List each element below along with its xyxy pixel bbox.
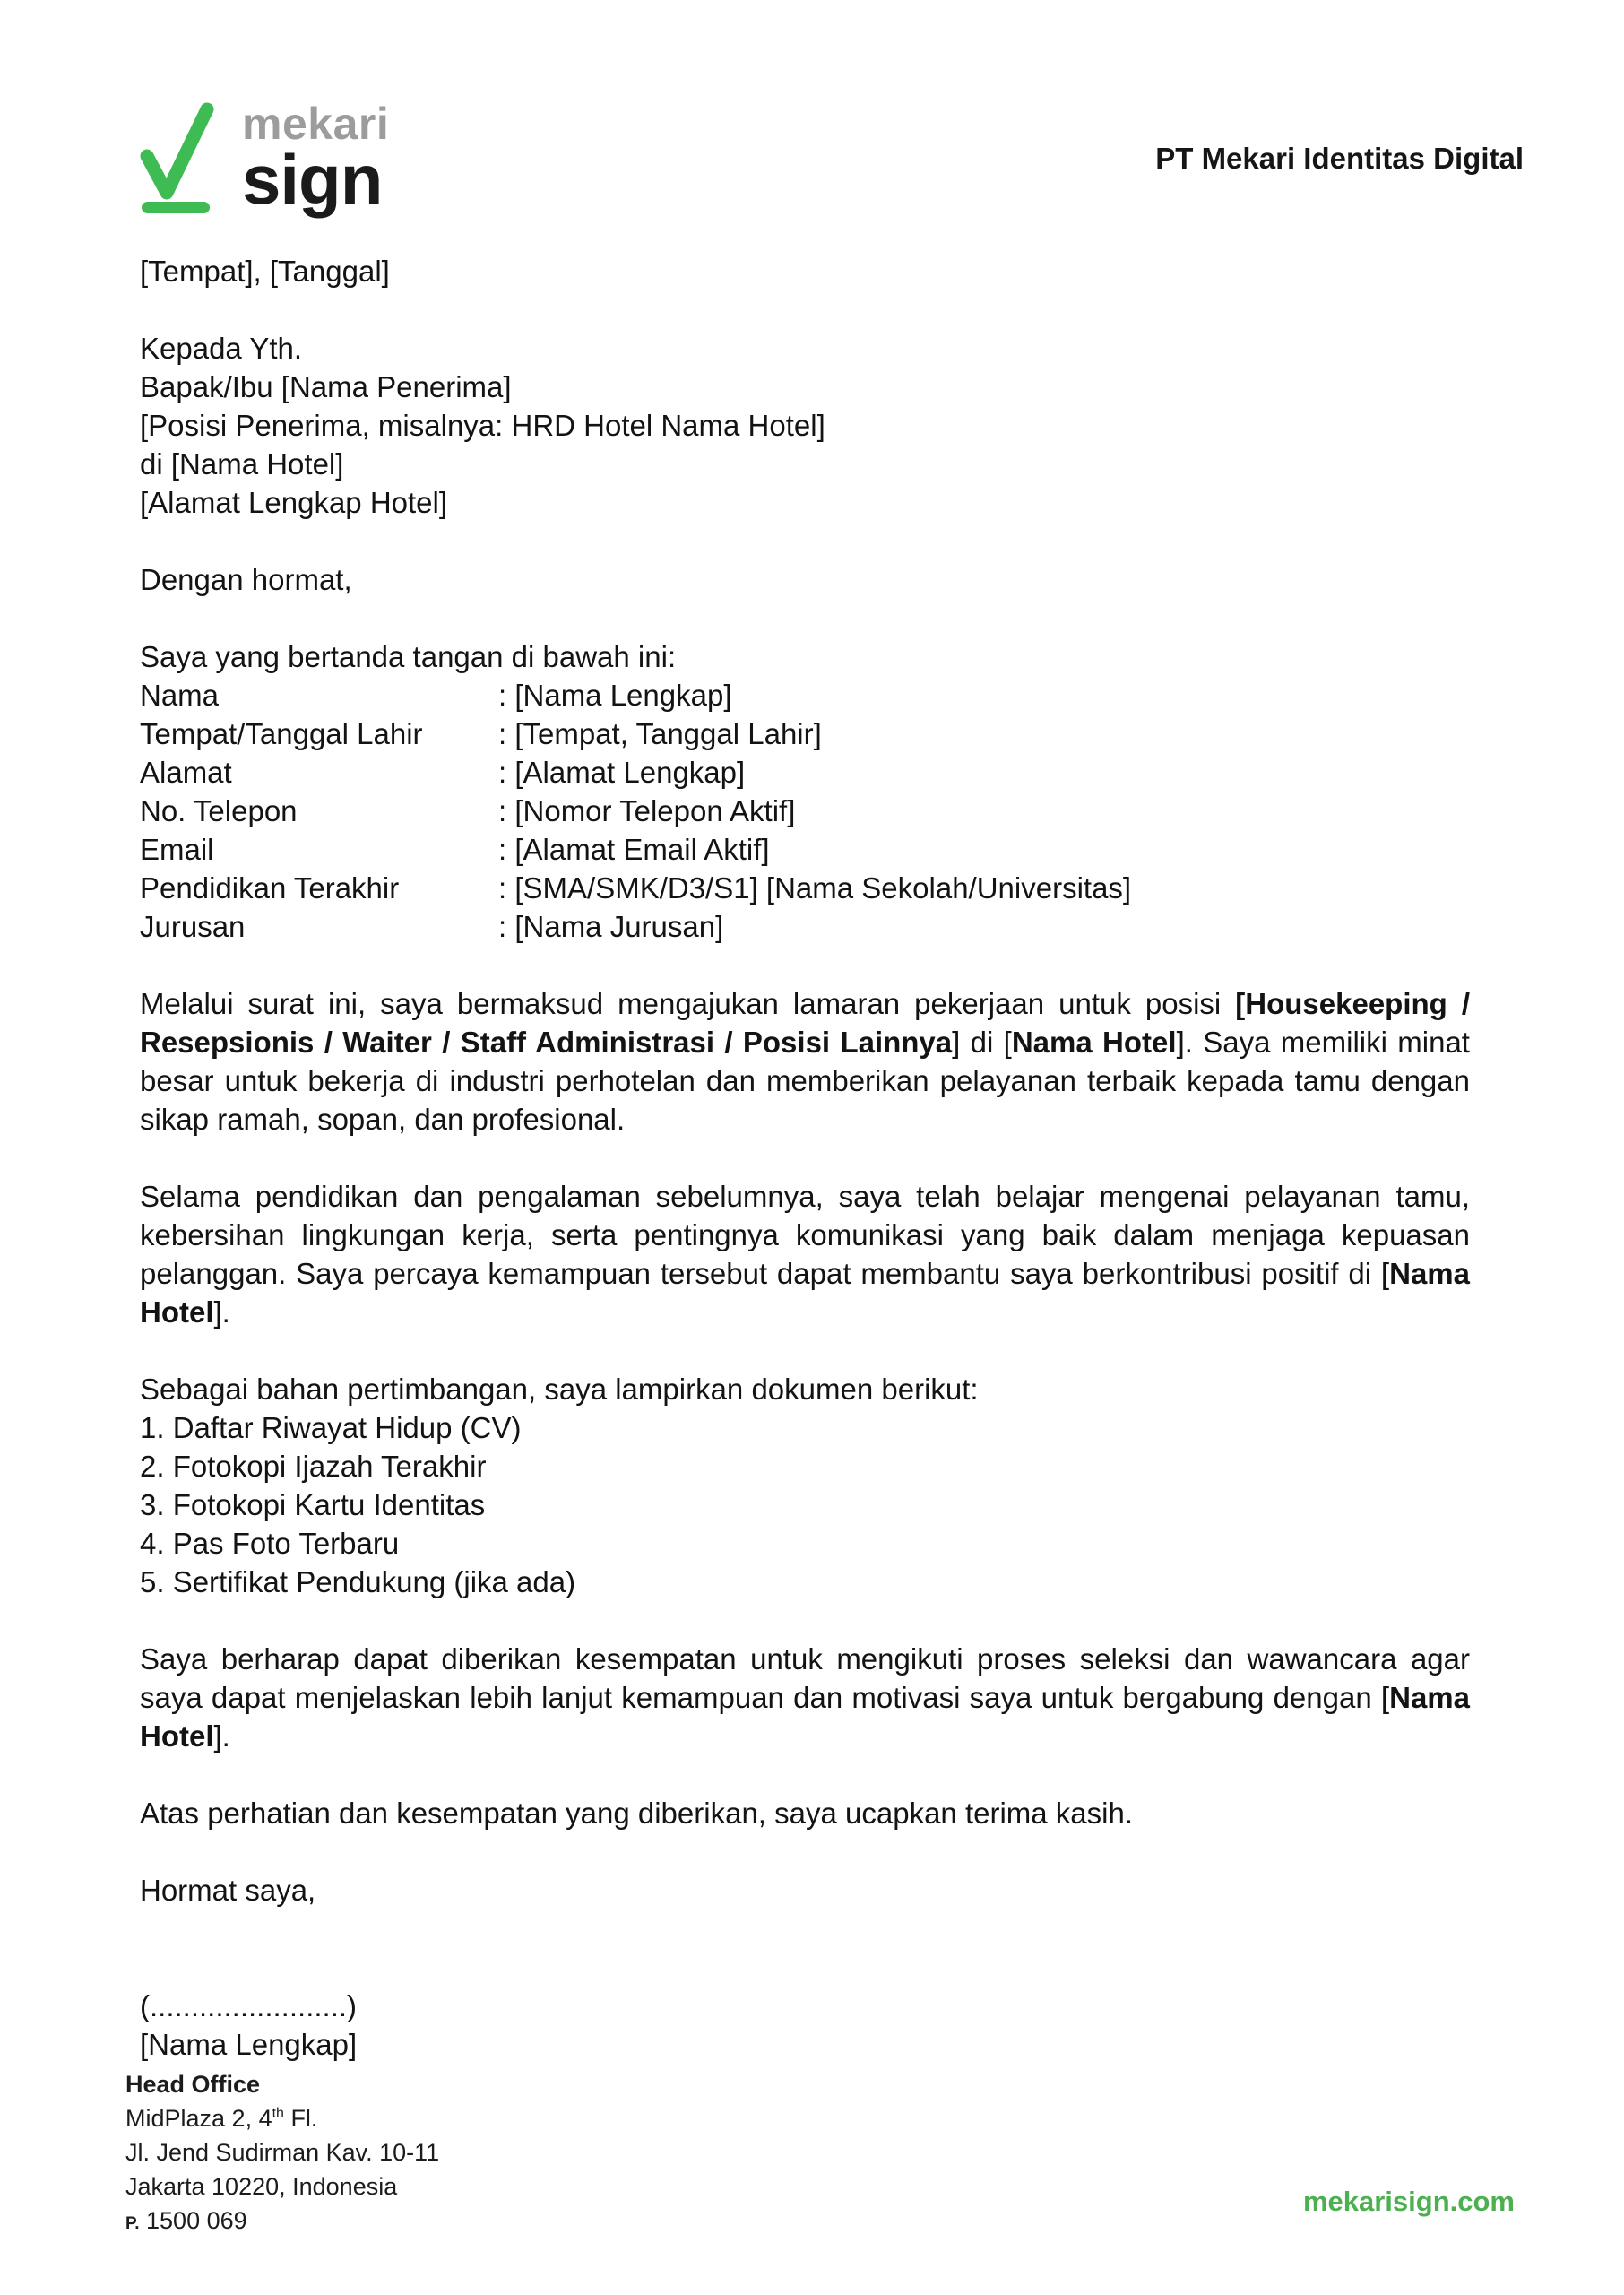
website-link[interactable]: mekarisign.com	[1302, 2186, 1515, 2217]
logo-wordmark	[242, 99, 390, 219]
field-colon: :	[498, 679, 515, 712]
attachment-item: 2. Fotokopi Ijazah Terakhir	[140, 1450, 487, 1483]
field-label: Tempat/Tanggal Lahir	[140, 717, 423, 750]
field-colon: :	[498, 794, 515, 827]
field-label: Email	[140, 833, 214, 866]
attachments-intro: Sebagai bahan pertimbangan, saya lampirkan dokumen berikut:	[140, 1373, 979, 1406]
field-value: [Tempat, Tanggal Lahir]	[514, 717, 822, 750]
logo-brand-top: mekari	[242, 99, 390, 149]
field-colon: :	[498, 717, 515, 750]
field-row	[140, 753, 1470, 792]
field-row	[140, 676, 1470, 714]
field-label: Jurusan	[140, 910, 246, 943]
footer-address-line-2: Jl. Jend Sudirman Kav. 10-11	[125, 2139, 440, 2166]
recipient-line: Kepada Yth.	[140, 332, 303, 365]
field-row	[140, 907, 1470, 946]
paragraph-hope: Saya berharap dapat diberikan kesempatan untuk mengikuti proses seleksi dan wawancara agar saya dapat menjelaskan lebih lanjut kemampuan dan motivasi saya untuk bergabung dengan [Nama Hotel].	[140, 1642, 1470, 1753]
date-line: [Tempat], [Tanggal]	[140, 255, 390, 288]
field-label: Pendidikan Terakhir	[140, 871, 400, 905]
field-row	[140, 869, 1470, 907]
footer-phone-line	[125, 2204, 439, 2241]
attachments-block	[140, 1370, 1470, 1601]
paragraph-experience: Selama pendidikan dan pengalaman sebelumnya, saya telah belajar mengenai pelayanan tamu, kebersihan lingkungan kerja, serta pentingnya komunikasi yang baik dalam menjaga kepuasan pelanggan. Saya percaya kemampuan tersebut dapat membantu saya berkontribusi positif di [Nama Hotel].	[140, 1180, 1470, 1329]
field-label: No. Telepon	[140, 794, 298, 827]
recipient-block	[140, 329, 1470, 522]
company-name: PT Mekari Identitas Digital	[1155, 142, 1524, 175]
signoff-line: Hormat saya,	[140, 1874, 316, 1907]
footer-ordinal-sup: th	[272, 2106, 284, 2121]
field-value: [Alamat Lengkap]	[514, 756, 746, 789]
footer-address-1-post: Fl.	[283, 2105, 318, 2132]
field-colon: :	[498, 833, 515, 866]
closing-line: Atas perhatian dan kesempatan yang diberikan, saya ucapkan terima kasih.	[140, 1797, 1133, 1830]
letter-body	[140, 252, 1470, 2064]
attachment-item: 5. Sertifikat Pendukung (jika ada)	[140, 1565, 576, 1598]
page-header	[140, 99, 1524, 219]
field-colon: :	[498, 756, 515, 789]
field-row	[140, 714, 1470, 753]
field-colon: :	[498, 871, 515, 905]
field-row	[140, 792, 1470, 830]
paragraph-application: Melalui surat ini, saya bermaksud mengajukan lamaran pekerjaan untuk posisi [Housekeeping / Resepsionis / Waiter / Staff Administrasi / Posisi Lainnya] di [Nama Hotel]. Saya memiliki minat besar untuk bekerja di industri perhotelan dan memberikan pelayanan terbaik kepada tamu dengan sikap ramah, sopan, dan profesional.	[140, 987, 1470, 1136]
salutation: Dengan hormat,	[140, 563, 352, 596]
footer-address-1-pre: MidPlaza 2, 4	[125, 2105, 272, 2132]
attachment-item: 4. Pas Foto Terbaru	[140, 1527, 400, 1560]
recipient-line: [Posisi Penerima, misalnya: HRD Hotel Nama Hotel]	[140, 409, 825, 442]
signature-block	[140, 1987, 1470, 2064]
footer-phone-number: 1500 069	[139, 2207, 247, 2234]
field-value: [Nomor Telepon Aktif]	[514, 794, 796, 827]
recipient-line: di [Nama Hotel]	[140, 447, 344, 481]
recipient-line: Bapak/Ibu [Nama Penerima]	[140, 370, 512, 403]
field-colon: :	[498, 910, 515, 943]
field-value: [Nama Lengkap]	[514, 679, 732, 712]
logo-brand-bottom: sign	[242, 140, 383, 219]
attachment-item: 3. Fotokopi Kartu Identitas	[140, 1488, 486, 1521]
footer-office-title: Head Office	[125, 2071, 261, 2098]
field-label: Nama	[140, 679, 220, 712]
mekari-sign-logo	[140, 99, 390, 219]
field-value: [SMA/SMK/D3/S1] [Nama Sekolah/Universitas]	[514, 871, 1132, 905]
field-value: [Nama Jurusan]	[514, 910, 724, 943]
attachment-item: 1. Daftar Riwayat Hidup (CV)	[140, 1411, 522, 1444]
footer-address-line-1	[125, 2101, 439, 2135]
checkmark-icon	[140, 100, 217, 214]
personal-data-intro: Saya yang bertanda tangan di bawah ini:	[140, 640, 677, 673]
footer-address-line-3: Jakarta 10220, Indonesia	[125, 2173, 398, 2200]
footer-address-block	[125, 2067, 439, 2241]
footer-phone-label: P.	[125, 2214, 140, 2233]
signature-name: [Nama Lengkap]	[140, 2028, 358, 2061]
field-label: Alamat	[140, 756, 232, 789]
field-value: [Alamat Email Aktif]	[514, 833, 770, 866]
personal-data-block	[140, 637, 1470, 946]
signature-placeholder: (........................)	[140, 1989, 358, 2022]
recipient-line: [Alamat Lengkap Hotel]	[140, 486, 448, 519]
field-row	[140, 830, 1470, 869]
